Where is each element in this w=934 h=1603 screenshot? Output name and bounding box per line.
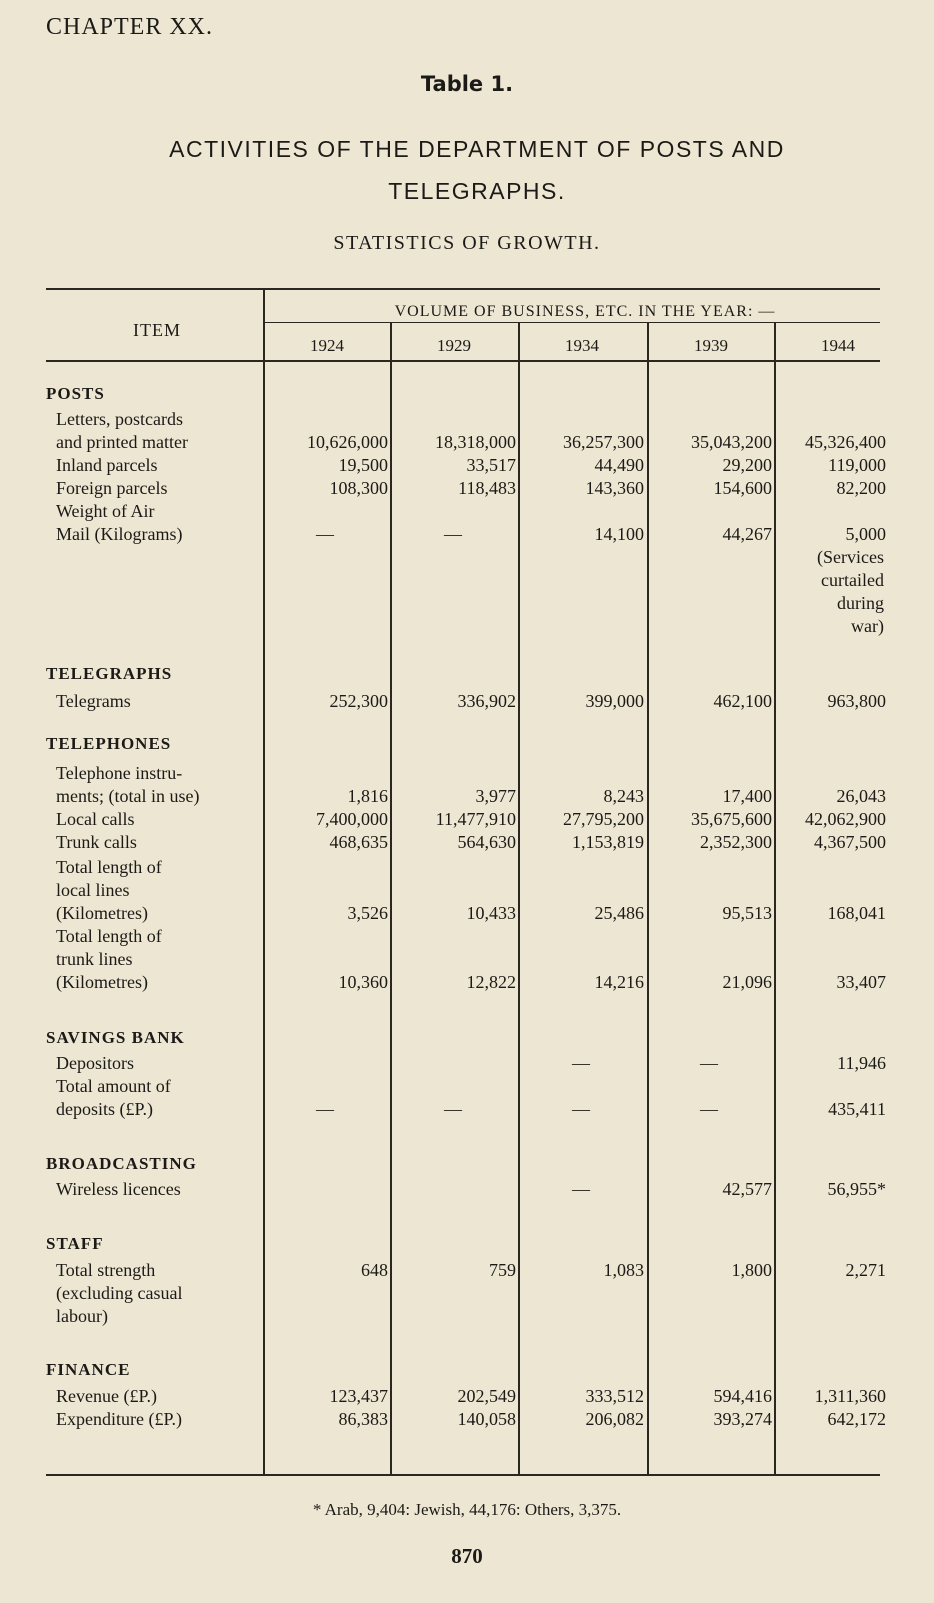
cell-telegrams-1924: 252,300 [329,691,388,711]
cell-letters-1929: 18,318,000 [435,432,516,452]
row-label-deposits: Total amount of deposits (£P.) [56,1076,171,1119]
cell-expenditure-1939: 393,274 [713,1409,772,1429]
cell-airmail-1944: 5,000 [845,524,886,544]
header-year-1924: 1924 [310,336,344,355]
row-label-trunk-calls: Trunk calls [56,832,137,852]
row-label-inland-parcels: Inland parcels [56,455,158,475]
cell-depositors-1939: — [700,1053,718,1073]
cell-expenditure-1924: 86,383 [338,1409,388,1429]
header-year-1934: 1934 [565,336,599,355]
cell-staff-1929: 759 [489,1260,516,1280]
cell-foreign-1939: 154,600 [713,478,772,498]
cell-airmail-1934: 14,100 [594,524,644,544]
air-mail-note: (Services curtailed during war) [817,547,884,636]
row-label-revenue: Revenue (£P.) [56,1386,157,1406]
page-number: 870 [451,1544,483,1568]
cell-revenue-1924: 123,437 [329,1386,388,1406]
cell-airmail-1924: — [316,524,334,544]
cell-letters-1939: 35,043,200 [691,432,772,452]
row-label-depositors: Depositors [56,1053,134,1073]
cell-letters-1934: 36,257,300 [563,432,644,452]
cell-foreign-1929: 118,483 [458,478,516,498]
cell-staff-1939: 1,800 [731,1260,772,1280]
row-label-letters: Letters, postcards and printed matter [56,409,188,452]
cell-local-lines-1934: 25,486 [594,903,644,923]
cell-local-1944: 42,062,900 [805,809,886,829]
title-line-2: TELEGRAPHS. [388,178,566,204]
cell-wireless-1944: 56,955* [827,1179,886,1199]
cell-local-1939: 35,675,600 [691,809,772,829]
row-label-wireless-licences: Wireless licences [56,1179,181,1199]
cell-trunk-lines-1934: 14,216 [594,972,644,992]
cell-foreign-1944: 82,200 [836,478,886,498]
cell-deposits-1939: — [700,1099,718,1119]
cell-deposits-1924: — [316,1099,334,1119]
table-subtitle: STATISTICS OF GROWTH. [333,232,601,254]
cell-telegrams-1939: 462,100 [713,691,772,711]
cell-staff-1944: 2,271 [845,1260,886,1280]
cell-letters-1924: 10,626,000 [307,432,388,452]
cell-trunk-lines-1924: 10,360 [338,972,388,992]
year-header-rule [264,322,880,323]
cell-expenditure-1929: 140,058 [457,1409,516,1429]
cell-staff-1934: 1,083 [603,1260,644,1280]
cell-trunk-1939: 2,352,300 [700,832,772,852]
cell-foreign-1934: 143,360 [585,478,644,498]
cell-local-lines-1939: 95,513 [722,903,772,923]
table-title [60,128,894,212]
cell-inland-1924: 19,500 [338,455,388,475]
cell-staff-1924: 648 [361,1260,388,1280]
cell-expenditure-1934: 206,082 [585,1409,644,1429]
row-label-telegrams: Telegrams [56,691,131,711]
section-broadcasting: BROADCASTING [46,1154,197,1173]
cell-instruments-1934: 8,243 [603,786,644,806]
section-telegraphs: TELEGRAPHS [46,664,173,683]
cell-trunk-1934: 1,153,819 [572,832,644,852]
cell-revenue-1929: 202,549 [457,1386,516,1406]
cell-trunk-1924: 468,635 [329,832,388,852]
row-label-local-calls: Local calls [56,809,135,829]
cell-wireless-1939: 42,577 [722,1179,772,1199]
cell-trunk-lines-1939: 21,096 [722,972,772,992]
cell-airmail-1939: 44,267 [722,524,772,544]
bottom-rule [46,1474,880,1476]
header-volume-of-business: VOLUME OF BUSINESS, ETC. IN THE YEAR: — [394,303,776,320]
cell-instruments-1929: 3,977 [475,786,516,806]
cell-trunk-1929: 564,630 [457,832,516,852]
section-telephones: TELEPHONES [46,734,172,753]
cell-inland-1939: 29,200 [722,455,772,475]
section-savings-bank: SAVINGS BANK [46,1028,185,1047]
cell-deposits-1944: 435,411 [828,1099,886,1119]
cell-local-1924: 7,400,000 [316,809,388,829]
cell-local-1934: 27,795,200 [563,809,644,829]
header-year-1939: 1939 [694,336,728,355]
cell-depositors-1944: 11,946 [837,1053,886,1073]
section-finance: FINANCE [46,1360,131,1379]
cell-revenue-1939: 594,416 [713,1386,772,1406]
row-label-foreign-parcels: Foreign parcels [56,478,168,498]
cell-local-lines-1944: 168,041 [827,903,886,923]
cell-inland-1934: 44,490 [594,455,644,475]
row-label-air-mail: Weight of Air Mail (Kilograms) [56,501,183,544]
header-item: ITEM [133,320,181,340]
cell-inland-1929: 33,517 [466,455,516,475]
row-label-trunk-lines: Total length of trunk lines (Kilometres) [56,926,162,992]
cell-expenditure-1944: 642,172 [827,1409,886,1429]
row-label-local-lines: Total length of local lines (Kilometres) [56,857,162,923]
cell-instruments-1944: 26,043 [836,786,886,806]
cell-letters-1944: 45,326,400 [805,432,886,452]
title-line-1: ACTIVITIES OF THE DEPARTMENT OF POSTS AND [169,136,785,162]
section-posts: POSTS [46,384,105,403]
top-rule [46,288,880,290]
cell-depositors-1934: — [572,1053,590,1073]
row-label-total-strength: Total strength (excluding casual labour) [56,1260,183,1326]
cell-inland-1944: 119,000 [828,455,886,475]
cell-local-lines-1929: 10,433 [466,903,516,923]
cell-local-lines-1924: 3,526 [347,903,388,923]
cell-local-1929: 11,477,910 [435,809,516,829]
section-staff: STAFF [46,1234,104,1253]
chapter-heading: CHAPTER XX. [46,14,214,40]
cell-trunk-lines-1929: 12,822 [466,972,516,992]
cell-deposits-1934: — [572,1099,590,1119]
cell-telegrams-1929: 336,902 [457,691,516,711]
cell-trunk-lines-1944: 33,407 [836,972,886,992]
cell-telegrams-1934: 399,000 [585,691,644,711]
cell-instruments-1924: 1,816 [347,786,388,806]
cell-telegrams-1944: 963,800 [827,691,886,711]
cell-airmail-1929: — [444,524,462,544]
header-year-1929: 1929 [437,336,471,355]
table-number: Table 1. [420,72,514,96]
cell-trunk-1944: 4,367,500 [814,832,886,852]
row-label-expenditure: Expenditure (£P.) [56,1409,182,1429]
cell-foreign-1924: 108,300 [329,478,388,498]
footnote: * Arab, 9,404: Jewish, 44,176: Others, 3,375. [312,1500,622,1519]
row-label-telephone-instruments: Telephone instru- ments; (total in use) [56,763,200,806]
cell-deposits-1929: — [444,1099,462,1119]
header-year-1944: 1944 [821,336,855,355]
cell-revenue-1934: 333,512 [585,1386,644,1406]
header-bottom-rule [46,360,880,362]
cell-wireless-1934: — [572,1179,590,1199]
cell-instruments-1939: 17,400 [722,786,772,806]
cell-revenue-1944: 1,311,360 [814,1386,886,1406]
